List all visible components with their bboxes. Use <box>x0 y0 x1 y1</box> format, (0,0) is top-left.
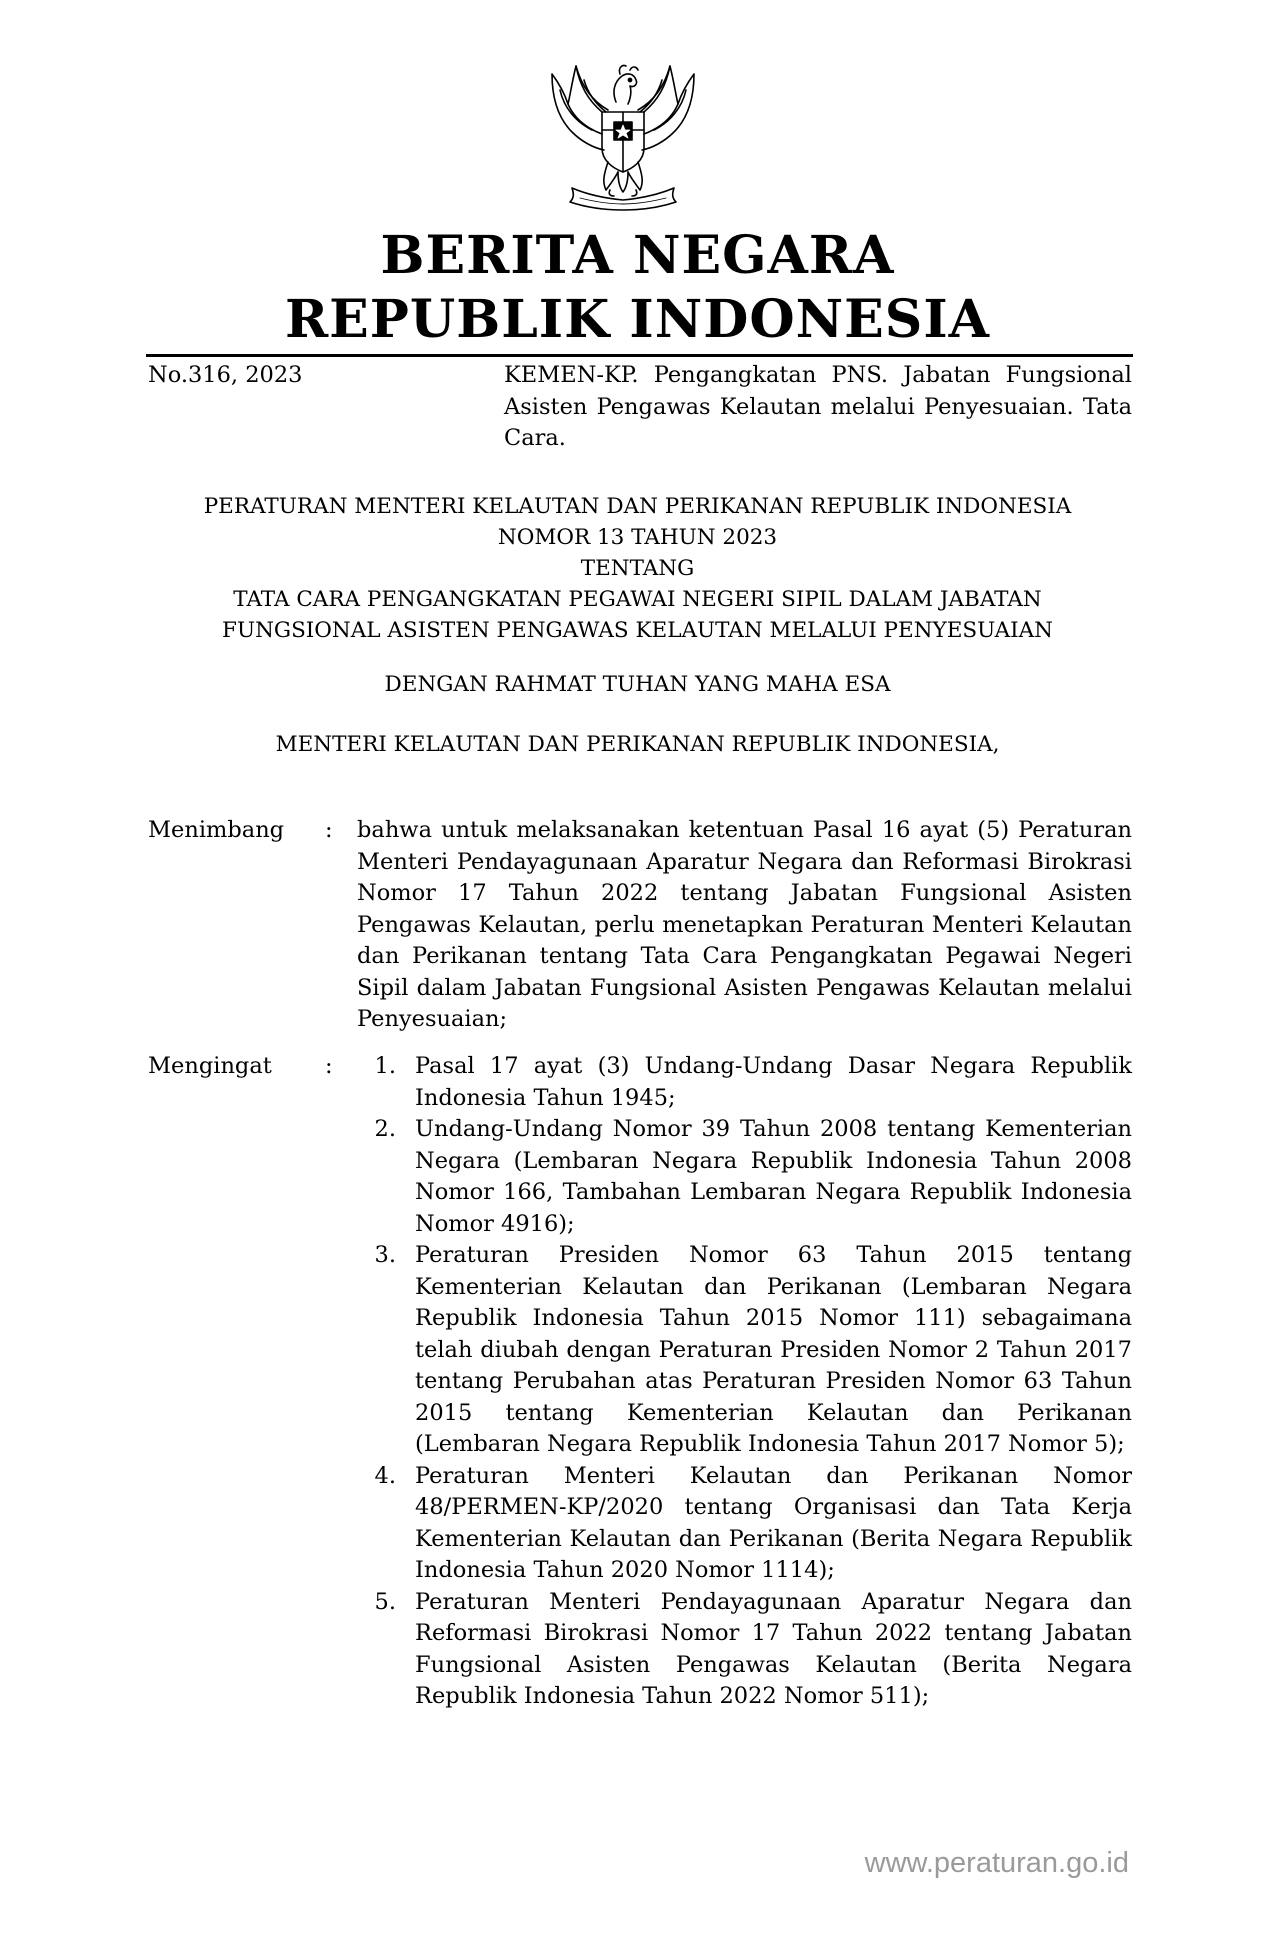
list-item-number: 2. <box>374 1116 396 1142</box>
menimbang-label: Menimbang <box>148 817 285 843</box>
list-item-number: 4. <box>374 1462 396 1489</box>
list-item-text: Pasal 17 ayat (3) Undang-Undang Dasar Negara Republik Indonesia Tahun 1945; <box>415 1053 1132 1111</box>
list-item-number: 3. <box>374 1242 396 1268</box>
list-item <box>340 1114 1132 1240</box>
footer-url: www.peraturan.go.id <box>864 1847 1129 1879</box>
invocation: DENGAN RAHMAT TUHAN YANG MAHA ESA <box>384 672 891 697</box>
regulation-title-line: TENTANG <box>580 556 695 581</box>
mengingat-label: Mengingat <box>148 1053 272 1079</box>
menimbang-text: bahwa untuk melaksanakan ketentuan Pasal 16 ayat (5) Peraturan Menteri Pendayagunaan Aparatur Negara dan Reformasi Birokrasi Nomor 17 Tahun 2022 tentang Jabatan Fungsional Asisten Pengawas Kelautan, perlu menetapkan Peraturan Menteri Kelautan dan Perikanan tentang Tata Cara Pengangkatan Pegawai Negeri Sipil dalam Jabatan Fungsional Asisten Pengawas Kelautan melalui Penyesuaian; <box>357 817 1132 1032</box>
regulation-title-line: NOMOR 13 TAHUN 2023 <box>497 525 778 550</box>
list-item-text: Peraturan Menteri Kelautan dan Perikanan Nomor 48/PERMEN-KP/2020 tentang Organisasi dan Tata Kerja Kementerian Kelautan dan Perikanan (Berita Negara Republik Indonesia Tahun 2020 Nomor 1114); <box>415 1462 1132 1583</box>
list-item <box>340 1461 1132 1587</box>
list-item <box>340 1051 1132 1114</box>
masthead-line-2: REPUBLIK INDONESIA <box>284 289 991 350</box>
list-item-number: 1. <box>374 1053 396 1079</box>
mengingat-colon: : <box>325 1053 333 1079</box>
list-item <box>340 1240 1132 1461</box>
list-item-text: Peraturan Menteri Pendayagunaan Aparatur Negara dan Reformasi Birokrasi Nomor 17 Tahun 2022 tentang Jabatan Fungsional Asisten Pengawas Kelautan (Berita Negara Republik Indonesia Tahun 2022 Nomor 511); <box>415 1588 1132 1709</box>
list-item-text: Undang-Undang Nomor 39 Tahun 2008 tentang Kementerian Negara (Lembaran Negara Republik Indonesia Tahun 2008 Nomor 166, Tambahan Lembaran Negara Republik Indonesia Nomor 4916); <box>415 1116 1132 1237</box>
regulation-title-line: TATA CARA PENGANGKATAN PEGAWAI NEGERI SIPIL DALAM JABATAN <box>233 587 1042 612</box>
garuda-emblem-icon <box>546 52 700 212</box>
list-item-number: 5. <box>374 1588 396 1615</box>
gazette-subject: KEMEN-KP. Pengangkatan PNS. Jabatan Fungsional Asisten Pengawas Kelautan melalui Penyesuaian. Tata Cara. <box>504 362 1132 451</box>
gazette-number: No.316, 2023 <box>148 362 303 388</box>
issuer: MENTERI KELAUTAN DAN PERIKANAN REPUBLIK INDONESIA, <box>275 732 1000 757</box>
mengingat-list <box>340 1051 1132 1713</box>
list-item <box>340 1587 1132 1713</box>
regulation-title <box>140 491 1135 646</box>
regulation-title-line: PERATURAN MENTERI KELAUTAN DAN PERIKANAN REPUBLIK INDONESIA <box>203 494 1072 519</box>
regulation-title-line: FUNGSIONAL ASISTEN PENGAWAS KELAUTAN MELALUI PENYESUAIAN <box>222 618 1053 643</box>
masthead-divider <box>146 354 1133 357</box>
menimbang-colon: : <box>325 817 333 843</box>
list-item-text: Peraturan Presiden Nomor 63 Tahun 2015 tentang Kementerian Kelautan dan Perikanan (Lembaran Negara Republik Indonesia Tahun 2015 Nomor 111) sebagaimana telah diubah dengan Peraturan Presiden Nomor 2 Tahun 2017 tentang Perubahan atas Peraturan Presiden Nomor 63 Tahun 2015 tentang Kementerian Kelautan dan Perikanan (Lembaran Negara Republik Indonesia Tahun 2017 Nomor 5); <box>415 1242 1132 1457</box>
masthead-line-1: BERITA NEGARA <box>380 225 895 286</box>
